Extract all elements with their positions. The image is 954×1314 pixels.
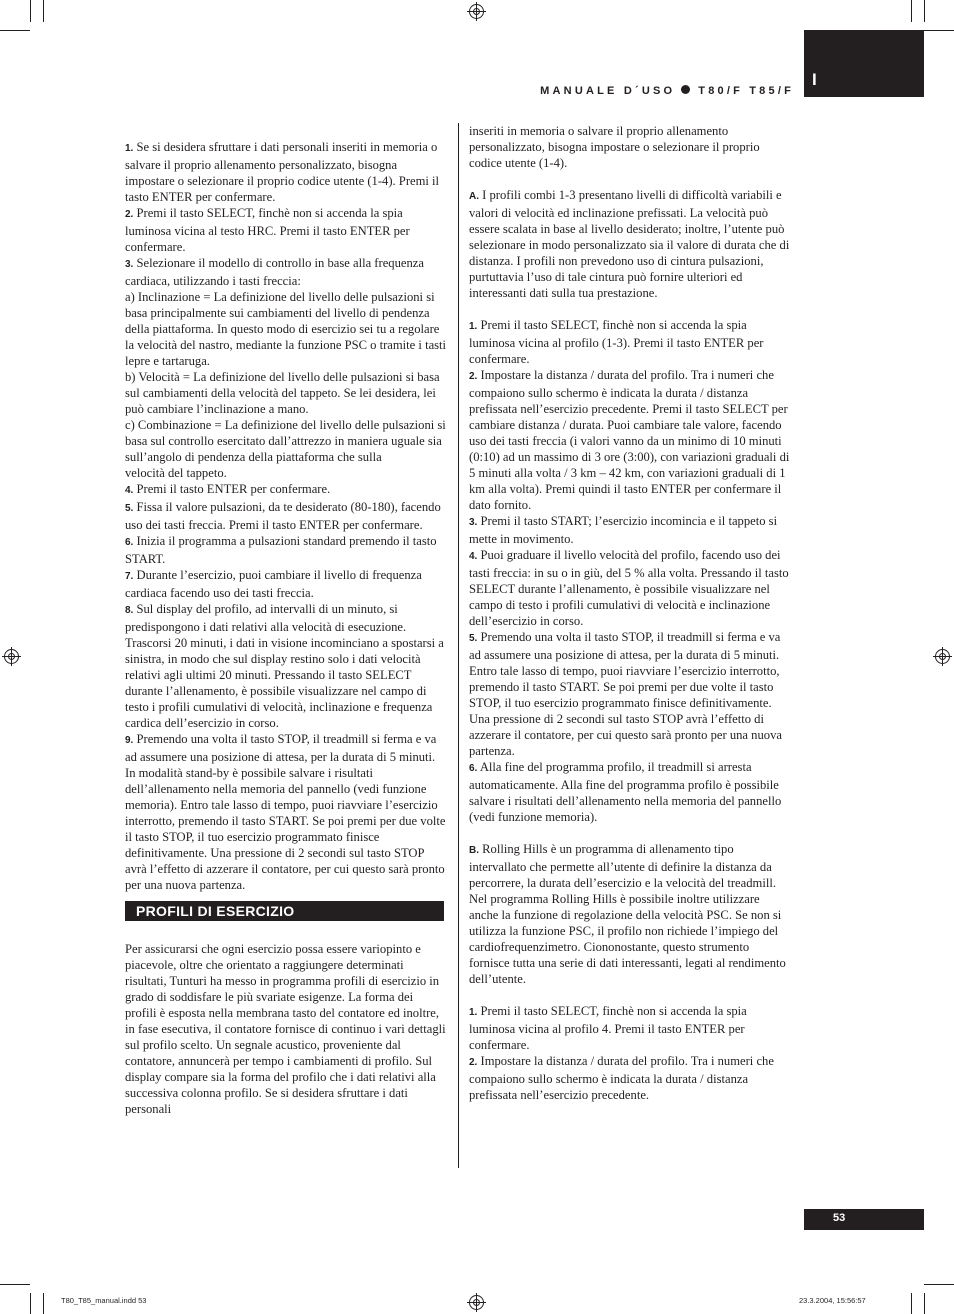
section-a-paragraph — [469, 187, 791, 301]
section-b-steps — [469, 1003, 791, 1103]
step-item — [125, 289, 447, 369]
step-item — [125, 465, 447, 481]
step-text: Se si desidera sfruttare i dati personali inseriti in memoria o salvare il proprio allenamento personalizzato, bisogna impostare o selezionare il proprio codice utente (1-4). Premi il tasto ENTER per confermare. — [125, 140, 440, 204]
section-a-text: I profili combi 1-3 presentano livelli di difficoltà variabili e valori di velocità ed inclinazione prefissati. La velocità può essere scalata in base al livello desiderato; inoltre, l’utente può selezionare in modo personalizzato sia il valore di durata che di distanza. I profili non prevedono uso di cintura pulsazioni, purtuttavia l’uso di tale cintura può fornire ulteriori ed interessanti dati sulla tua prestazione. — [469, 188, 790, 300]
step-number: 1. — [469, 321, 478, 332]
step-number: 8. — [125, 605, 134, 616]
step-number: 3. — [125, 259, 134, 270]
step-number: 5. — [125, 503, 134, 514]
step-text: Alla fine del programma profilo, il treadmill si arresta automaticamente. Alla fine del programma profilo è possibile salvare i risultati dell’allenamento nella memoria del pannello (vedi funzione memoria). — [469, 760, 782, 824]
registration-mark-icon — [469, 4, 484, 19]
right-column — [469, 123, 791, 1103]
step-number: 1. — [469, 1007, 478, 1018]
step-number: 3. — [469, 517, 478, 528]
language-tab — [804, 30, 924, 97]
manual-label: MANUALE D´USO — [540, 85, 676, 97]
section-a-steps — [469, 317, 791, 825]
model-label: T80/F T85/F — [698, 85, 794, 97]
step-number: 6. — [125, 537, 134, 548]
step-number: 5. — [469, 633, 478, 644]
step-item — [125, 255, 447, 289]
section-a-label: A. — [469, 191, 479, 202]
step-item — [469, 367, 791, 513]
step-number: 2. — [125, 209, 134, 220]
step-text: Premi il tasto START; l’esercizio incomincia e il tappeto si mette in movimento. — [469, 514, 778, 546]
step-item — [469, 629, 791, 759]
step-text: Durante l’esercizio, puoi cambiare il livello di frequenza cardiaca facendo uso dei tasti freccia. — [125, 568, 422, 600]
language-tab-label: I — [812, 70, 817, 89]
step-item — [469, 317, 791, 367]
section-intro: Per assicurarsi che ogni esercizio possa essere variopinto e piacevole, oltre che orientato a raggiungere determinati risultati, Tunturi ha messo in programma profili di esercizio in grado di soddisfare le più svariate esigenze. La forma dei profili è esposta nella membrana tasto del contatore ed inoltre, in fase esecutiva, il contatore fornisce di continuo i vari dettagli sul profilo scelto. Un segnale acustico, proveniente dal contatore, annuncerà per tempo i cambiamenti di profilo. Sul display compare sia la forma del profilo che i dati relativi alla successiva colonna profilo. Se si desidera sfruttare i dati personali — [125, 942, 446, 1116]
step-text: Inizia il programma a pulsazioni standard premendo il tasto START. — [125, 534, 437, 566]
left-column — [125, 139, 447, 1117]
step-number: 9. — [125, 735, 134, 746]
footer-timestamp: 23.3.2004, 15:56:57 — [799, 1296, 866, 1305]
intro-continuation: inseriti in memoria o salvare il proprio allenamento personalizzato, bisogna impostare o selezionare il proprio codice utente (1-4). — [469, 124, 760, 170]
step-text: Selezionare il modello di controllo in base alla frequenza cardiaca, utilizzando i tasti freccia: — [125, 256, 424, 288]
step-text: Impostare la distanza / durata del profilo. Tra i numeri che compaiono sullo schermo è indicata la durata / distanza prefissata nell’esercizio precedente. Premi il tasto SELECT per cambiare distanza / durata. Puoi cambiare tale valore, facendo uso dei tasti freccia (i valori vanno da un minimo di 10 minuti (0:10) ad un massimo di 3 ore (3:00), con variazioni graduali di 5 minuti alla volta / 3 km – 42 km, con variazioni graduali di 1 km alla volta). Premi quindi il tasto ENTER per confermare il dato fornito. — [469, 368, 790, 512]
left-steps — [125, 139, 447, 893]
step-item — [125, 601, 447, 731]
step-text: Premi il tasto SELECT, finchè non si accenda la spia luminosa vicina al testo HRC. Premi il tasto ENTER per confermare. — [125, 206, 410, 254]
step-text: Premi il tasto ENTER per confermare. — [136, 482, 331, 496]
registration-mark-icon — [4, 649, 19, 664]
step-item — [469, 513, 791, 547]
step-item — [125, 533, 447, 567]
registration-mark-icon — [469, 1295, 484, 1310]
section-b-label: B. — [469, 845, 479, 856]
step-text: Puoi graduare il livello velocità del profilo, facendo uso dei tasti freccia: in su o in giù, del 5 % alla volta. Pressando il tasto SELECT durante l’allenamento, è possibile visualizzare nel campo di testo i profili cumulativi di velocità e inclinazione dell’esercizio in corso. — [469, 548, 789, 628]
step-text: a) Inclinazione = La definizione del livello delle pulsazioni si basa principalmente sui cambiamenti del livello di pendenza della piattaforma. In questo modo di esercizio sei tu a regolare la velocità del nastro, mediante la funzione PSC o tramite i tasti lepre e tartaruga. — [125, 290, 447, 368]
step-number: 6. — [469, 763, 478, 774]
step-text: Premi il tasto SELECT, finchè non si accenda la spia luminosa vicina al profilo 4. Premi il tasto ENTER per confermare. — [469, 1004, 747, 1052]
step-text: velocità del tappeto. — [125, 466, 227, 480]
step-number: 7. — [125, 571, 134, 582]
step-item — [469, 547, 791, 629]
page-number: 53 — [833, 1212, 846, 1224]
running-header — [540, 85, 794, 97]
step-item — [125, 481, 447, 499]
step-item — [125, 205, 447, 255]
step-item — [125, 499, 447, 533]
footer-file: T80_T85_manual.indd 53 — [61, 1296, 147, 1305]
bullet-dot-icon — [681, 85, 690, 94]
step-item — [125, 567, 447, 601]
step-text: Impostare la distanza / durata del profilo. Tra i numeri che compaiono sullo schermo è indicata la durata / distanza prefissata nell’esercizio precedente. — [469, 1054, 774, 1102]
step-item — [125, 139, 447, 205]
step-item — [125, 369, 447, 417]
step-item — [469, 1003, 791, 1053]
step-number: 4. — [469, 551, 478, 562]
step-text: Fissa il valore pulsazioni, da te desiderato (80-180), facendo uso dei tasti freccia. Premi il tasto ENTER per confermare. — [125, 500, 441, 532]
registration-mark-icon — [935, 649, 950, 664]
step-text: Premi il tasto SELECT, finchè non si accenda la spia luminosa vicina al profilo (1-3). Premi il tasto ENTER per confermare. — [469, 318, 764, 366]
step-number: 4. — [125, 485, 134, 496]
page-number-box — [804, 1209, 924, 1230]
step-text: Sul display del profilo, ad intervalli di un minuto, si predispongono i dati relativi alla velocità di esecuzione. Trascorsi 20 minuti, i dati in visione incominciano a spostarsi a sinistra, in modo che sul display restino solo i dati velocità relativi agli ultimi 20 minuti. Pressando il tasto SELECT durante l’allenamento, è possibile visualizzare nel campo di testo i profili cumulativi di velocità, inclinazione e frequenza cardica dell’esercizio in corso. — [125, 602, 444, 730]
step-text: c) Combinazione = La definizione del livello delle pulsazioni si basa sul controllo esercitato dall’attrezzo in maniera uguale sia sull’angolo di pendenza della piattaforma che sulla — [125, 418, 446, 464]
section-b-paragraph — [469, 841, 791, 987]
step-item — [469, 759, 791, 825]
column-divider — [458, 123, 459, 1168]
step-item — [125, 417, 447, 465]
section-b-text: Rolling Hills è un programma di allenamento tipo intervallato che permette all’utente di definire la distanza da percorrere, la durata dell’esercizio e la velocità del treadmill. Nel programma Rolling Hills è possibile inoltre utilizzare anche la funzione di regolazione della velocità PSC. Se non si utilizza la funzione PSC, il profilo non richiede l’impiego del cardiofrequenzimetro. Ciononostante, questo strumento fornisce tutta una serie di dati interessanti, legati al rendimento dell’utente. — [469, 842, 786, 986]
step-number: 1. — [125, 143, 134, 154]
step-item — [125, 731, 447, 893]
step-number: 2. — [469, 371, 478, 382]
step-number: 2. — [469, 1057, 478, 1068]
step-text: b) Velocità = La definizione del livello delle pulsazioni si basa sul cambiamenti della velocità del tappeto. Se lei desidera, lei può cambiare l’inclinazione a mano. — [125, 370, 440, 416]
step-item — [469, 1053, 791, 1103]
step-text: Premendo una volta il tasto STOP, il treadmill si ferma e va ad assumere una posizione di attesa, per la durata di 5 minuti. Entro tale lasso di tempo, puoi riavviare l’esercizio interrotto, premendo il tasto START. Se poi premi per due volte il tasto STOP, il tuo esercizio programmato finisce definitivamente. Una pressione di 2 secondi sul tasto STOP avrà l’effetto di azzerare il contatore, per cui questo sarà pronto per una nuova partenza. — [469, 630, 782, 758]
step-text: Premendo una volta il tasto STOP, il treadmill si ferma e va ad assumere una posizione di attesa, per la durata di 5 minuti. In modalità stand-by è possibile salvare i risultati dell’allenamento nella memoria del pannello (vedi funzione memoria). Entro tale lasso di tempo, puoi riavviare l’esercizio interrotto, premendo il tasto START. Se poi premi per due volte il tasto STOP, il tuo esercizio programmato finisce definitivamente. Una pressione di 2 secondi sul tasto STOP avrà l’effetto di azzerare il contatore, per cui questo sarà pronto per una nuova partenza. — [125, 732, 446, 892]
section-title: PROFILI DI ESERCIZIO — [125, 901, 444, 921]
